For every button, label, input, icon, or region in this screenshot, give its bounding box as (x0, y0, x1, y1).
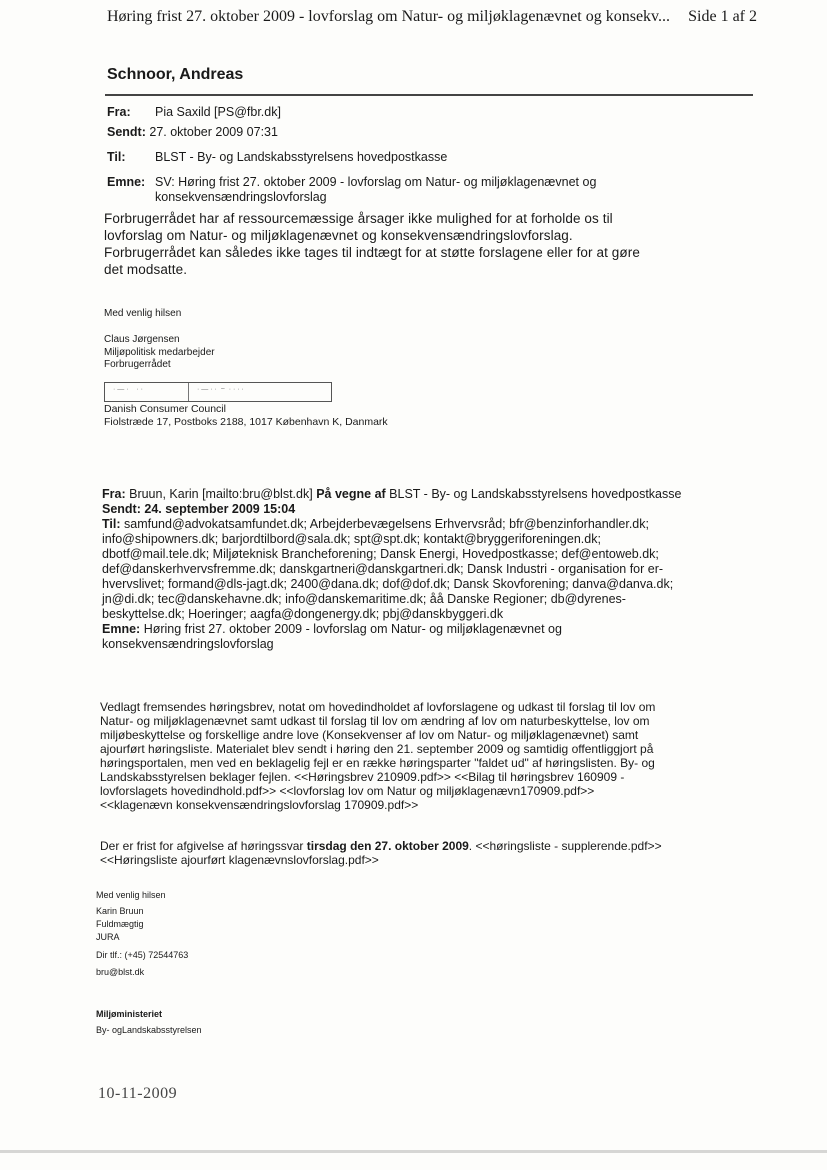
reply-line-1: Forbrugerrådet har af ressourcemæssige årsager ikke mulighed for at forholde os til (104, 211, 613, 226)
signature-org: Forbrugerrådet (104, 359, 171, 370)
sig2-title: Fuldmægtig (96, 919, 144, 929)
header-divider (105, 94, 753, 96)
fwd-on-behalf-value: BLST - By- og Landskabsstyrelsens hovedpostkasse (389, 487, 682, 501)
forwarded-body (100, 700, 740, 812)
fwd-body-line-7: lovforslagets hovedindhold.pdf>> <<lovforslag lov om Natur og miljøklagenævn170909.pdf>> (100, 784, 595, 798)
fwd-to-line-3: dbotf@mail.tele.dk; Miljøteknisk Brancheforening; Dansk Energi, Hovedpostkasse; def@entoweb.dk; (102, 547, 659, 561)
fwd-from-row (102, 487, 742, 502)
fwd-body-line-8: <<klagenævn konsekvensændringslovforslag 170909.pdf>> (100, 798, 419, 812)
fwd-subject-label: Emne: (102, 622, 141, 636)
fwd-to-line-1 (102, 517, 742, 532)
fwd-subject-row (102, 622, 742, 637)
deadline-suffix: . <<høringsliste - supplerende.pdf>> (468, 839, 662, 853)
email-sent-row (107, 125, 278, 139)
email-to-row (107, 150, 447, 164)
email-from-row (107, 105, 281, 119)
deadline-line-2: <<Høringsliste ajourført klagenævnslovforslag.pdf>> (100, 853, 379, 867)
subject-value (155, 175, 675, 205)
mailbox-owner-name: Schnoor, Andreas (107, 66, 244, 83)
subject-line-1: SV: Høring frist 27. oktober 2009 - lovforslag om Natur- og miljøklagenævnet og (155, 175, 597, 189)
fwd-sent-value: 24. september 2009 15:04 (144, 502, 296, 516)
fwd-to-line-7: beskyttelse.dk; Hoeringer; aagfa@dongenergy.dk; pbj@danskbyggeri.dk (102, 607, 504, 621)
deadline-date: tirsdag den 27. oktober 2009 (306, 839, 469, 853)
to-value: BLST - By- og Landskabsstyrelsens hovedpostkasse (155, 150, 448, 164)
scan-bottom-edge (0, 1150, 827, 1153)
fwd-to-text-1: samfund@advokatsamfundet.dk; Arbejderbevægelsens Erhvervsråd; bfr@benzinforhandler.dk; (124, 517, 649, 531)
fwd-to-line-6: jn@di.dk; tec@danskehavne.dk; info@danskemaritime.dk; åå Danske Regioner; db@dyrenes- (102, 592, 626, 606)
fwd-to-line-2: info@shipowners.dk; barjordtilbord@sala.dk; spt@spt.dk; kontakt@bryggeriforeningen.dk; (102, 532, 601, 546)
deadline-prefix: Der er frist for afgivelse af høringssvar (100, 839, 307, 853)
reply-line-4: det modsatte. (104, 262, 188, 277)
fwd-subject-line-2: konsekvensændringslovforslag (102, 637, 274, 651)
fwd-body-line-4: ajourført høringsliste. Materialet blev sendt i høring den 21. september 2009 og samtidig offentliggjort på (100, 742, 654, 756)
print-header-title: Høring frist 27. oktober 2009 - lovforslag om Natur- og miljøklagenævnet og konsekv... (107, 8, 670, 25)
signature-2 (96, 888, 188, 981)
ministry-name: Miljøministeriet (96, 1009, 163, 1019)
sig2-greeting: Med venlig hilsen (96, 890, 166, 900)
sig2-phone: Dir tlf.: (+45) 72544763 (96, 949, 189, 960)
signature-org-english: Danish Consumer Council (104, 403, 226, 415)
signature-address: Fiolstræde 17, Postboks 2188, 1017 København K, Danmark (104, 416, 388, 428)
sig2-email: bru@blst.dk (96, 967, 145, 977)
ministry-agency: By- ogLandskabsstyrelsen (96, 1025, 202, 1035)
fwd-body-line-3: miljøbeskyttelse og forskellige andre love (Konsekvenser af lov om Natur- og miljøklagenævnet) samt (100, 728, 639, 742)
fwd-from-label: Fra: (102, 487, 126, 501)
fwd-sent-label: Sendt: (102, 502, 141, 516)
signature-block (104, 334, 215, 372)
received-date-stamp: 10-11-2009 (98, 1085, 178, 1102)
to-label: Til: (107, 150, 126, 164)
sent-value: 27. oktober 2009 07:31 (149, 125, 278, 139)
fwd-to-line-4: def@danskerhvervsfremme.dk; danskgartneri@danskgartneri.dk; Dansk Industri - organisation for er- (102, 562, 664, 576)
subject-line-2: konsekvensændringslovforslag (155, 190, 327, 204)
reply-line-2: lovforslag om Natur- og miljøklagenævnet og konsekvensændringslovforslag. (104, 228, 573, 243)
subject-label: Emne: (107, 175, 146, 189)
fwd-body-line-5: høringsportalen, men ved en beklagelig fejl er en række høringsparter "faldet ud" af høringslisten. By- og (100, 756, 655, 770)
fwd-body-line-2: Natur- og miljøklagenævnet samt udkast til forslag til lov om ændring af lov om naturbeskyttelse, lov om (100, 714, 650, 728)
ministry-block (96, 1006, 202, 1038)
logo-left-mark: · — · · · (113, 386, 143, 393)
fwd-on-behalf-label: På vegne af (316, 487, 386, 501)
sig2-dept: JURA (96, 932, 120, 942)
from-label: Fra: (107, 105, 131, 119)
signature-org-details (104, 403, 388, 429)
sent-label: Sendt: (107, 125, 146, 139)
forwarded-header (102, 487, 742, 652)
fwd-to-line-5: hvervslivet; formand@dls-jagt.dk; 2400@dana.dk; dof@dof.dk; Dansk Skovforening; danva@danva.dk; (102, 577, 674, 591)
deadline-line-1 (100, 839, 740, 853)
fwd-body-line-1: Vedlagt fremsendes høringsbrev, notat om hovedindholdet af lovforslagene og udkast til forslag til lov om (100, 700, 656, 714)
logo-divider (188, 383, 189, 401)
page-number: Side 1 af 2 (688, 8, 757, 25)
signature-greeting: Med venlig hilsen (104, 308, 182, 319)
sig2-name: Karin Bruun (96, 905, 144, 916)
fwd-to-label: Til: (102, 517, 121, 531)
deadline-paragraph (100, 839, 740, 867)
fwd-body-line-6: Landskabsstyrelsen beklager fejlen. <<Høringsbrev 210909.pdf>> <<Bilag til høringsbrev 160909 - (100, 770, 625, 784)
logo-right-mark: · — · · ~ · · · · (197, 386, 244, 393)
fwd-subject-line-1: Høring frist 27. oktober 2009 - lovforslag om Natur- og miljøklagenævnet og (143, 622, 562, 636)
reply-line-3: Forbrugerrådet kan således ikke tages til indtægt for at støtte forslagene eller for at gøre (104, 245, 640, 260)
reply-body (104, 210, 724, 278)
signature-logo-box (104, 382, 332, 402)
fwd-sent-row (102, 502, 742, 517)
signature-title: Miljøpolitisk medarbejder (104, 346, 215, 358)
from-value: Pia Saxild [PS@fbr.dk] (155, 105, 281, 119)
fwd-from-value: Bruun, Karin [mailto:bru@blst.dk] (129, 487, 313, 501)
signature-name: Claus Jørgensen (104, 334, 180, 345)
email-subject-label-row (107, 175, 145, 189)
